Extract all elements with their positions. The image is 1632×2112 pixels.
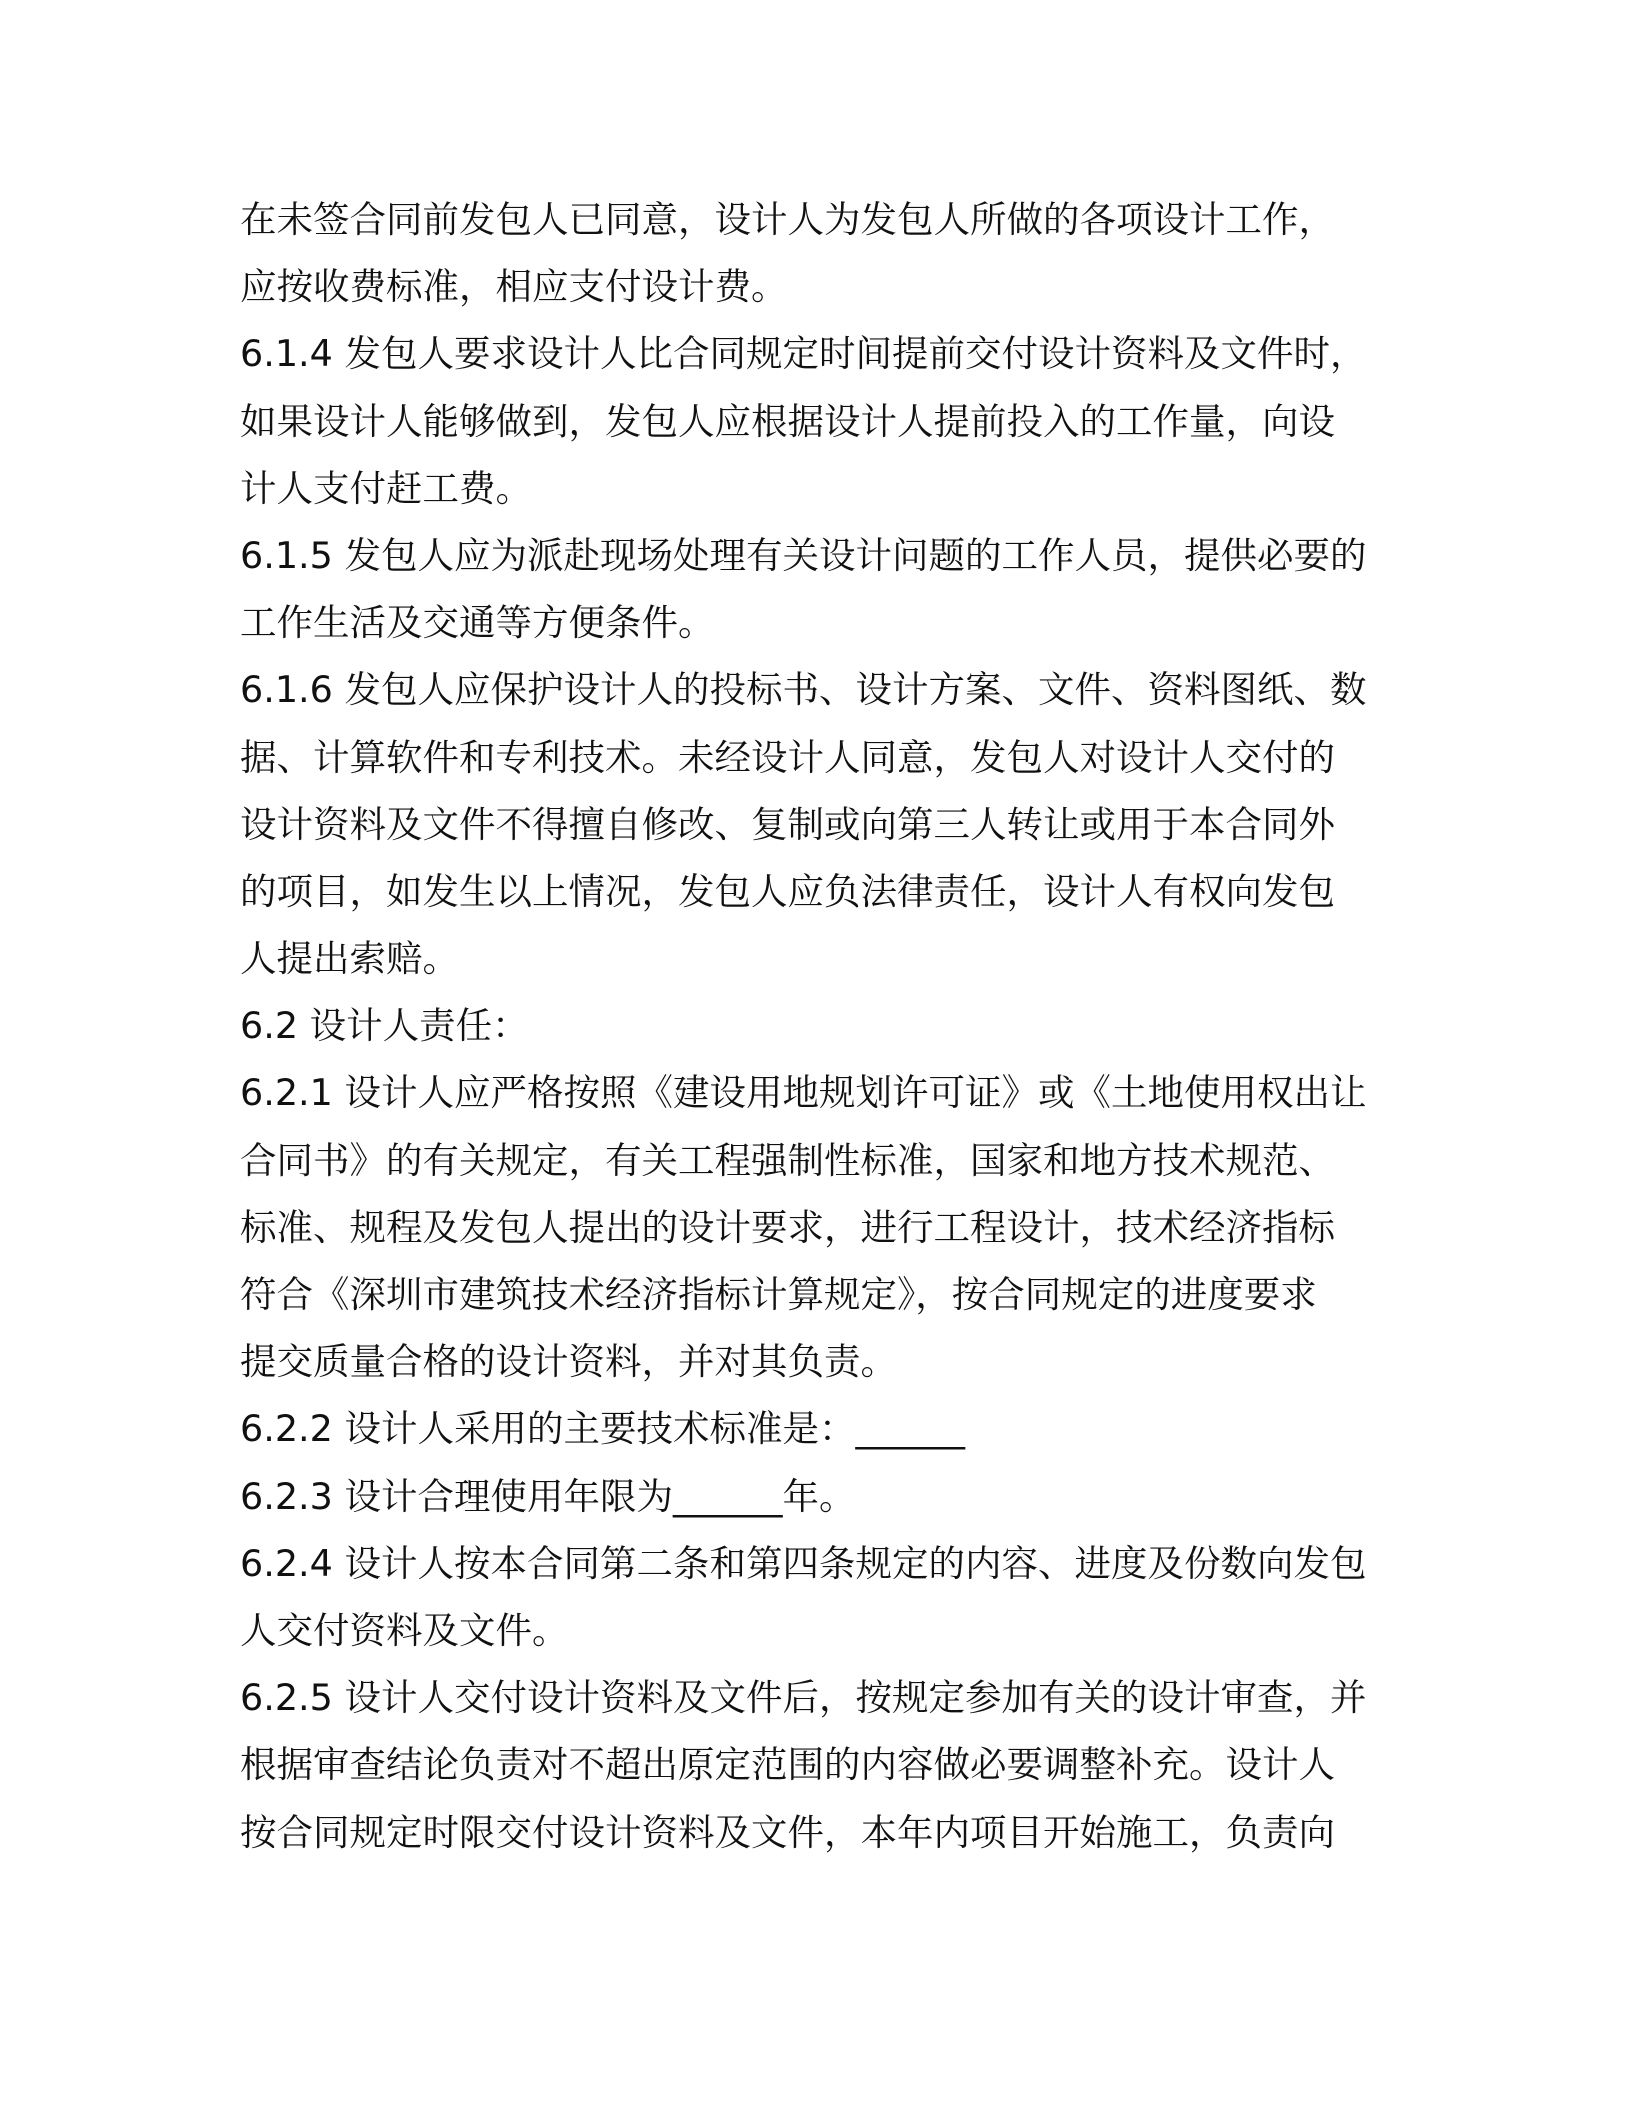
document-body [240, 186, 1390, 1866]
text-line: 标准、规程及发包人提出的设计要求，进行工程设计，技术经济指标 [240, 1205, 1335, 1249]
clause-6-1-6: 6.1.6 发包人应保护设计人的投标书、设计方案、文件、资料图纸、数 [240, 668, 1367, 712]
text-line: 在未签合同前发包人已同意，设计人为发包人所做的各项设计工作， [240, 198, 1335, 241]
text-line: 提交质量合格的设计资料，并对其负责。 [240, 1340, 897, 1384]
text-line: 符合《深圳市建筑技术经济指标计算规定》，按合同规定的进度要求 [240, 1273, 1317, 1316]
text-line: 的项目，如发生以上情况，发包人应负法律责任，设计人有权向发包 [240, 869, 1335, 913]
clause-6-2-3: 6.2.3 设计合理使用年限为______年。 [240, 1474, 856, 1518]
text-line: 应按收费标准，相应支付设计费。 [240, 265, 788, 309]
text-line: 根据审查结论负责对不超出原定范围的内容做必要调整补充。设计人 [240, 1743, 1335, 1787]
text-line: 人交付资料及文件。 [240, 1608, 569, 1652]
text-line: 如果设计人能够做到，发包人应根据设计人提前投入的工作量，向设 [240, 399, 1335, 443]
text-line: 工作生活及交通等方便条件。 [240, 601, 715, 645]
text-line: 据、计算软件和专利技术。未经设计人同意，发包人对设计人交付的 [240, 735, 1335, 779]
clause-6-2-2: 6.2.2 设计人采用的主要技术标准是：______ [240, 1407, 965, 1451]
text-line: 人提出索赔。 [240, 937, 459, 981]
clause-6-1-5: 6.1.5 发包人应为派赴现场处理有关设计问题的工作人员，提供必要的 [240, 533, 1367, 577]
clause-6-1-4: 6.1.4 发包人要求设计人比合同规定时间提前交付设计资料及文件时， [240, 332, 1367, 376]
text-line: 合同书》的有关规定，有关工程强制性标准，国家和地方技术规范、 [240, 1138, 1335, 1182]
section-heading-6-2: 6.2 设计人责任： [240, 1004, 529, 1048]
clause-6-2-4: 6.2.4 设计人按本合同第二条和第四条规定的内容、进度及份数向发包 [240, 1541, 1367, 1585]
clause-6-2-5: 6.2.5 设计人交付设计资料及文件后，按规定参加有关的设计审查，并 [240, 1676, 1367, 1720]
text-line: 设计资料及文件不得擅自修改、复制或向第三人转让或用于本合同外 [240, 802, 1335, 846]
text-line: 计人支付赶工费。 [240, 466, 532, 510]
clause-6-2-1: 6.2.1 设计人应严格按照《建设用地规划许可证》或《土地使用权出让 [240, 1071, 1367, 1115]
text-line: 按合同规定时限交付设计资料及文件，本年内项目开始施工，负责向 [240, 1810, 1335, 1854]
